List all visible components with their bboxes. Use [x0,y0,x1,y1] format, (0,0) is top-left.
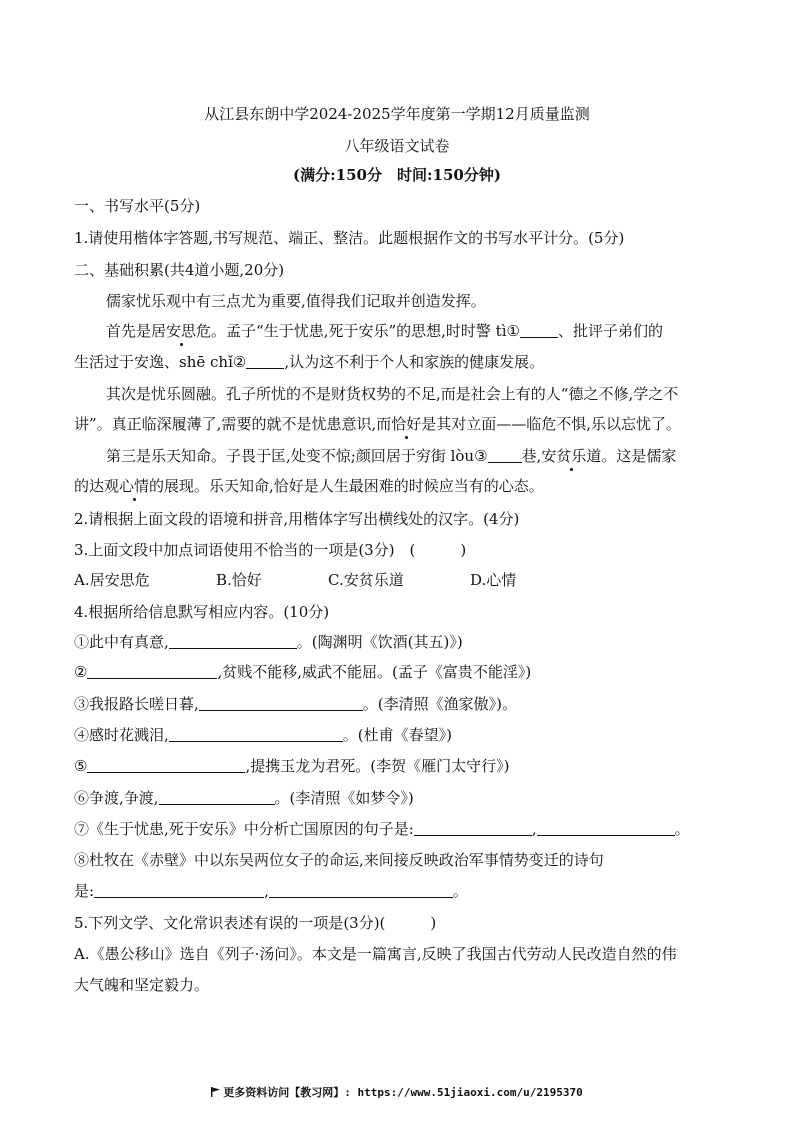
text: ⑥争渡,争渡, [74,789,159,807]
text: ,贫贱不能移,威武不能屈。(孟子《富贵不能淫》) [217,663,532,681]
option-a[interactable]: A.居安思危 [74,571,150,589]
question-4-item-5 [74,756,734,776]
text: ④感时花溅泪, [74,726,169,744]
section2-heading: 二、基础积累(共4道小题,20分) [74,261,285,279]
question-4-item-7 [74,819,734,839]
text: 。(李清照《如梦令》) [274,789,414,807]
question-4: 4.根据所给信息默写相应内容。(10分) [74,603,330,621]
text: ①此中有真意, [74,633,169,651]
exam-subtitle: 八年级语文试卷 [344,137,450,155]
text: 第三是乐天知命。子畏于匡,处变不惊;颜回居于穷街 lòu③ [106,447,488,465]
section1-heading: 一、书写水平(5分) [74,197,201,215]
option-d[interactable]: D.心情 [470,571,517,589]
footer-text: 更多资料访问【教习网】: https://www.51jiaoxi.com/u/2195370 [223,1086,583,1099]
text: 是其对立面——临危不惧,乐以忘忧了。 [421,415,682,433]
answer-blank-3[interactable] [488,446,522,463]
text: ,提携玉龙为君死。(李贺《雁门太守行》) [245,757,510,775]
question-5-option-a-line-1: A.《愚公移山》选自《列子·汤问》。本文是一篇寓言,反映了我国古代劳动人民改造自然的伟 [74,945,677,963]
fill-blank[interactable] [414,819,532,836]
question-5-option-a-line-2: 大气魄和坚定毅力。 [74,976,210,994]
text: ② [74,663,88,681]
text: 、批评子弟们的 [557,322,663,340]
text: 首先是 [106,322,152,340]
question-4-item-6 [74,788,734,808]
question-4-item-1 [74,632,734,652]
text: 。 [452,882,468,900]
text: 。 [674,820,690,838]
text: 的达观 [74,477,120,495]
fill-blank[interactable] [169,632,297,649]
question-4-item-2 [74,662,734,682]
dotted-word-4: 心情 [119,477,150,495]
passage-paragraph-4-line-2 [74,476,734,496]
exam-title: 从江县东朗中学2024-2025学年度第一学期12月质量监测 [204,105,590,123]
fill-blank[interactable] [94,881,264,898]
score-time-line: (满分:150分 时间:150分钟) [293,166,501,184]
text: , [531,820,537,838]
text: ⑤ [74,757,88,775]
passage-paragraph-2-line-1 [106,321,734,341]
question-4-item-8-line-1: ⑧杜牧在《赤壁》中以东吴两位女子的命运,来间接反映政治军事情势变迁的诗句 [74,851,604,869]
fill-blank[interactable] [87,756,245,773]
text: , [264,882,269,900]
text: ③我报路长嗟日暮, [74,695,199,713]
fill-blank[interactable] [87,662,217,679]
dotted-word-1: 居安思危 [151,322,212,340]
fill-blank[interactable] [199,694,363,711]
text: 。(李清照《渔家傲》)。 [362,695,517,713]
passage-paragraph-1: 儒家忧乐观中有三点尤为重要,值得我们记取并创造发挥。 [106,292,486,310]
option-b[interactable]: B.恰好 [216,571,262,589]
question-2: 2.请根据上面文段的语境和拼音,用楷体字写出横线处的汉字。(4分) [74,510,520,528]
question-1: 1.请使用楷体字答题,书写规范、端正、整洁。此题根据作文的书写水平计分。(5分) [74,229,625,247]
text: 。(杜甫《春望》) [342,726,452,744]
question-3-options [74,570,734,590]
question-4-item-4 [74,725,734,745]
fill-blank[interactable] [169,725,343,742]
text: 。孟子“生于忧患,死于安乐”的思想,时时警 tì① [211,322,520,340]
text: 讲”。真正临深履薄了,需要的就不是忧患意识,而 [74,415,392,433]
text: 是: [74,882,95,900]
fill-blank[interactable] [537,819,675,836]
text: ⑦《生于忧患,死于安乐》中分析亡国原因的句子是: [74,820,414,838]
fill-blank[interactable] [159,788,275,805]
passage-paragraph-3-line-2 [74,414,734,434]
answer-blank-1[interactable] [520,321,558,338]
flag-icon [211,1087,220,1100]
question-3: 3.上面文段中加点词语使用不恰当的一项是(3分) ( ) [74,541,467,559]
passage-paragraph-2-line-2 [74,352,734,372]
text: 生活过于安逸、shē chǐ② [74,353,247,371]
dotted-word-2: 恰好 [391,415,422,433]
question-5: 5.下列文学、文化常识表述有误的一项是(3分)( ) [74,914,437,932]
dotted-word-3: 安贫乐道 [541,447,602,465]
footer-link[interactable] [0,1084,794,1100]
text: ,认为这不利于个人和家族的健康发展。 [284,353,545,371]
question-4-item-3 [74,694,734,714]
option-c[interactable]: C.安贫乐道 [328,571,404,589]
text: 。(陶渊明《饮酒(其五)》) [296,633,463,651]
question-4-item-8-line-2 [74,881,734,901]
text: 。这是儒家 [601,447,677,465]
fill-blank[interactable] [269,881,453,898]
text: 巷, [521,447,542,465]
answer-blank-2[interactable] [246,352,284,369]
passage-paragraph-3-line-1: 其次是忧乐圆融。孔子所忧的不是财货权势的不足,而是社会上有的人“德之不修,学之不 [106,385,679,403]
passage-paragraph-4-line-1 [106,446,734,466]
text: 的展现。乐天知命,恰好是人生最困难的时候应当有的心态。 [149,477,544,495]
